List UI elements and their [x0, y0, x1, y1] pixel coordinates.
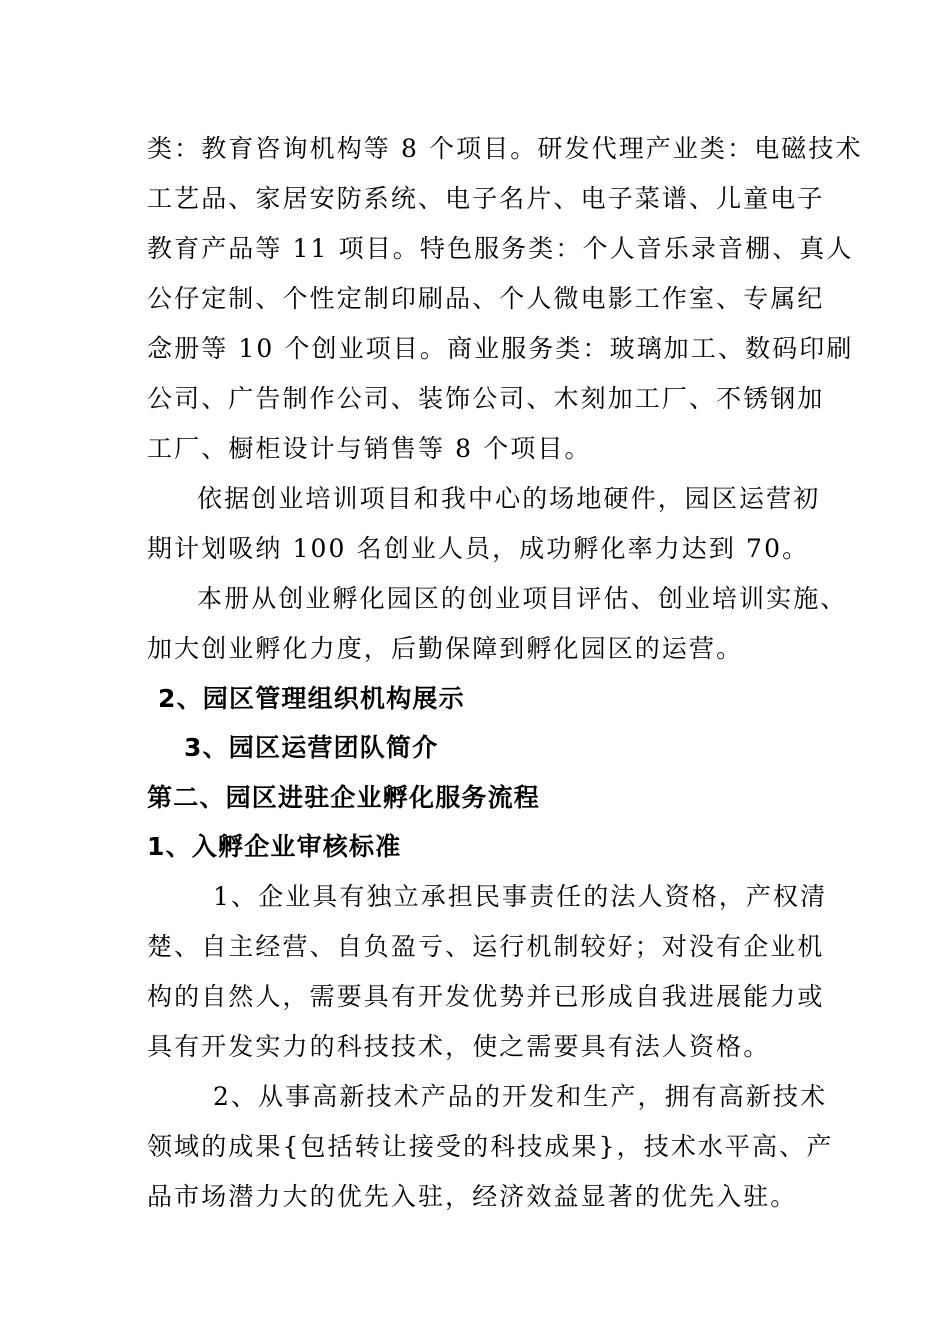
paragraph-3-line-1: 本册从创业孵化园区的创业项目评估、创业培训实施、	[197, 584, 848, 613]
criterion-1-line-3: 构的自然人，需要具有开发优势并已形成自我进展能力或	[147, 982, 825, 1011]
criterion-2-line-2: 领域的成果{包括转让接受的科技成果}，技术水平高、产	[147, 1132, 834, 1161]
paragraph-1-line-5: 念册等 10 个创业项目。商业服务类：玻璃加工、数码印刷	[147, 334, 854, 363]
criterion-1-line-4: 具有开发实力的科技技术，使之需要具有法人资格。	[147, 1032, 771, 1061]
paragraph-1-line-1: 类：教育咨询机构等 8 个项目。研发代理产业类：电磁技术	[147, 134, 863, 163]
paragraph-1-line-6: 公司、广告制作公司、装饰公司、木刻加工厂、不锈钢加	[147, 384, 825, 413]
section-heading-2: 2、园区管理组织机构展示	[158, 684, 465, 713]
subsection-heading-1: 1、入孵企业审核标准	[147, 832, 402, 861]
paragraph-1-line-7: 工厂、橱柜设计与销售等 8 个项目。	[147, 434, 592, 463]
paragraph-2-line-1: 依据创业培训项目和我中心的场地硬件，园区运营初	[197, 484, 821, 513]
paragraph-1-line-3: 教育产品等 11 项目。特色服务类：个人音乐录音棚、真人	[147, 234, 854, 263]
criterion-2-line-3: 品市场潜力大的优先入驻，经济效益显著的优先入驻。	[147, 1182, 798, 1211]
criterion-1-line-1: 1、企业具有独立承担民事责任的法人资格，产权清	[213, 882, 828, 911]
paragraph-3-line-2: 加大创业孵化力度，后勤保障到孵化园区的运营。	[147, 634, 744, 663]
section-heading-3: 3、园区运营团队简介	[184, 733, 439, 762]
chapter-heading-2: 第二、园区进驻企业孵化服务流程	[147, 783, 541, 812]
criterion-2-line-1: 2、从事高新技术产品的开发和生产，拥有高新技术	[213, 1082, 828, 1111]
criterion-1-line-2: 楚、自主经营、自负盈亏、运行机制较好；对没有企业机	[147, 932, 825, 961]
paragraph-1-line-2: 工艺品、家居安防系统、电子名片、电子菜谱、儿童电子	[147, 184, 825, 213]
paragraph-1-line-4: 公仔定制、个性定制印刷品、个人微电影工作室、专属纪	[147, 284, 825, 313]
paragraph-2-line-2: 期计划吸纳 100 名创业人员，成功孵化率力达到 70。	[147, 534, 810, 563]
